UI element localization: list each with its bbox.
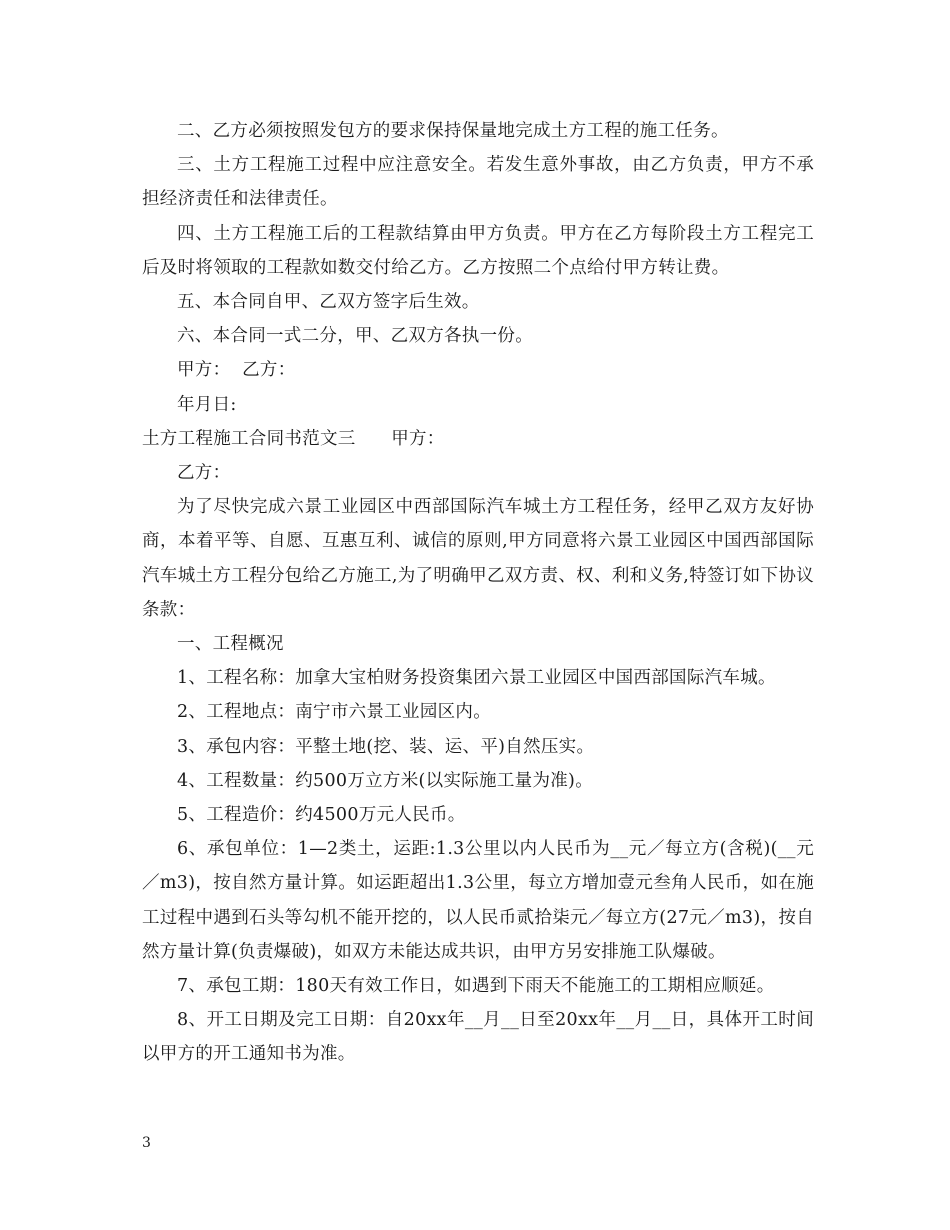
paragraph-clause-3: 三、土方工程施工过程中应注意安全。若发生意外事故，由乙方负责，甲方不承担经济责任和法律责任。 (142, 155, 814, 210)
item-contract-period: 7、承包工期：180天有效工作日，如遇到下雨天不能施工的工期相应顺延。 (177, 976, 775, 997)
item-contract-scope: 3、承包内容：平整土地(挖、装、运、平)自然压实。 (177, 736, 595, 757)
heading-project-overview: 一、工程概况 (177, 634, 284, 655)
signature-line: 甲方： 乙方： (177, 360, 296, 381)
item-project-cost: 5、工程造价：约4500万元人民币。 (177, 805, 466, 826)
document-body (142, 114, 814, 1072)
paragraph-clause-2: 二、乙方必须按照发包方的要求保持保量地完成土方工程的施工任务。 (177, 121, 729, 141)
item-start-end-date: 8、开工日期及完工日期：自20xx年__月__日至20xx年__月__日，具体开工时间以甲方的开工通知书为准。 (142, 1010, 814, 1065)
item-project-location: 2、工程地点：南宁市六景工业园区内。 (177, 702, 492, 723)
paragraph-clause-4: 四、土方工程施工后的工程款结算由甲方负责。甲方在乙方每阶段土方工程完工后及时将领取的工程款如数交付给乙方。乙方按照二个点给付甲方转让费。 (142, 223, 814, 278)
paragraph-clause-5: 五、本合同自甲、乙双方签字后生效。 (177, 292, 480, 313)
party-b-line: 乙方： (177, 463, 231, 484)
date-line: 年月日: (177, 394, 237, 415)
item-unit-price: 6、承包单位：1—2类土，运距:1.3公里以内人民币为__元／每立方(含税)(__元／m3)，按自然方量计算。如运距超出1.3公里，每立方增加壹元叁角人民币，如在施工过程中遇到石头等勾机不能开挖的，以人民币贰拾柒元／每立方(27元／m3)，按自然方量计算(负责爆破)，如双方未能达成共识，由甲方另安排施工队爆破。 (142, 839, 814, 962)
item-project-quantity: 4、工程数量：约500万立方米(以实际施工量为准)。 (177, 770, 593, 791)
section-title-party-a: 土方工程施工合同书范文三 甲方： (142, 428, 445, 449)
item-project-name: 1、工程名称：加拿大宝柏财务投资集团六景工业园区中国西部国际汽车城。 (177, 668, 776, 689)
paragraph-clause-6: 六、本合同一式二分，甲、乙双方各执一份。 (177, 326, 533, 347)
page-number: 3 (142, 1135, 151, 1151)
paragraph-preamble: 为了尽快完成六景工业园区中西部国际汽车城土方工程任务，经甲乙双方友好协商，本着平等、自愿、互惠互利、诚信的原则,甲方同意将六景工业园区中国西部国际汽车城土方工程分包给乙方施工,为了明确甲乙双方责、权、利和义务,特签订如下协议条款： (142, 497, 814, 620)
